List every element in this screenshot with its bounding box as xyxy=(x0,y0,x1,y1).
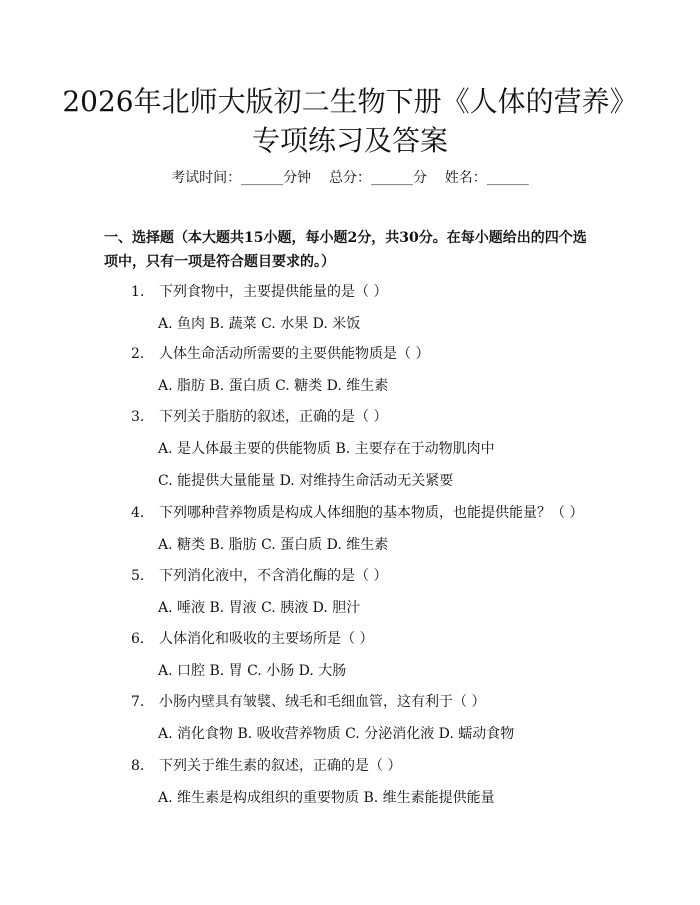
question-7-options: A. 消化食物 B. 吸收营养物质 C. 分泌消化液 D. 蠕动食物 xyxy=(158,726,515,742)
question-stem: 下列消化液中，不含消化酶的是（ ） xyxy=(159,568,388,584)
question-2 xyxy=(131,344,429,364)
question-stem: 人体消化和吸收的主要场所是（ ） xyxy=(159,631,374,647)
question-3-options-line-2: C. 能提供大量能量 D. 对维持生命活动无关紧要 xyxy=(158,473,454,489)
question-5 xyxy=(131,566,387,586)
question-number: 3. xyxy=(131,409,145,425)
question-number: 4. xyxy=(131,505,145,521)
question-number: 1. xyxy=(131,284,145,300)
question-7 xyxy=(131,692,485,712)
exam-info: 考试时间：______分钟 总分：______分 姓名：______ xyxy=(171,170,529,186)
question-stem: 小肠内壁具有皱襞、绒毛和毛细血管，这有利于（ ） xyxy=(159,694,486,710)
question-3-options-line-1: A. 是人体最主要的供能物质 B. 主要存在于动物肌肉中 xyxy=(158,441,495,457)
question-2-options: A. 脂肪 B. 蛋白质 C. 糖类 D. 维生素 xyxy=(158,378,389,394)
question-5-options: A. 唾液 B. 胃液 C. 胰液 D. 胆汁 xyxy=(158,600,361,616)
question-8-options: A. 维生素是构成组织的重要物质 B. 维生素能提供能量 xyxy=(158,790,495,806)
question-number: 2. xyxy=(131,346,145,362)
question-6-options: A. 口腔 B. 胃 C. 小肠 D. 大肠 xyxy=(158,663,347,679)
question-4-options: A. 糖类 B. 脂肪 C. 蛋白质 D. 维生素 xyxy=(158,537,389,553)
question-stem: 下列关于脂肪的叙述，正确的是（ ） xyxy=(159,409,388,425)
question-number: 7. xyxy=(131,694,145,710)
question-3 xyxy=(131,407,387,427)
question-stem: 下列关于维生素的叙述，正确的是（ ） xyxy=(159,758,402,774)
question-number: 5. xyxy=(131,568,145,584)
question-8 xyxy=(131,756,401,776)
question-number: 6. xyxy=(131,631,145,647)
question-stem: 下列哪种营养物质是构成人体细胞的基本物质，也能提供能量？（ ） xyxy=(159,505,584,521)
question-stem: 人体生命活动所需要的主要供能物质是（ ） xyxy=(159,346,430,362)
question-6 xyxy=(131,629,373,649)
question-1-options: A. 鱼肉 B. 蔬菜 C. 水果 D. 米饭 xyxy=(158,316,361,332)
question-stem: 下列食物中，主要提供能量的是（ ） xyxy=(159,284,388,300)
question-number: 8. xyxy=(131,758,145,774)
question-1 xyxy=(131,282,387,302)
section-heading: 一、选择题（本大题共15小题，每小题2分，共30分。在每小题给出的四个选项中，只有一项是符合题目要求的。） xyxy=(104,230,587,270)
document-title: 2026年北师大版初二生物下册《人体的营养》专项练习及答案 xyxy=(62,85,638,157)
question-4 xyxy=(131,503,583,523)
